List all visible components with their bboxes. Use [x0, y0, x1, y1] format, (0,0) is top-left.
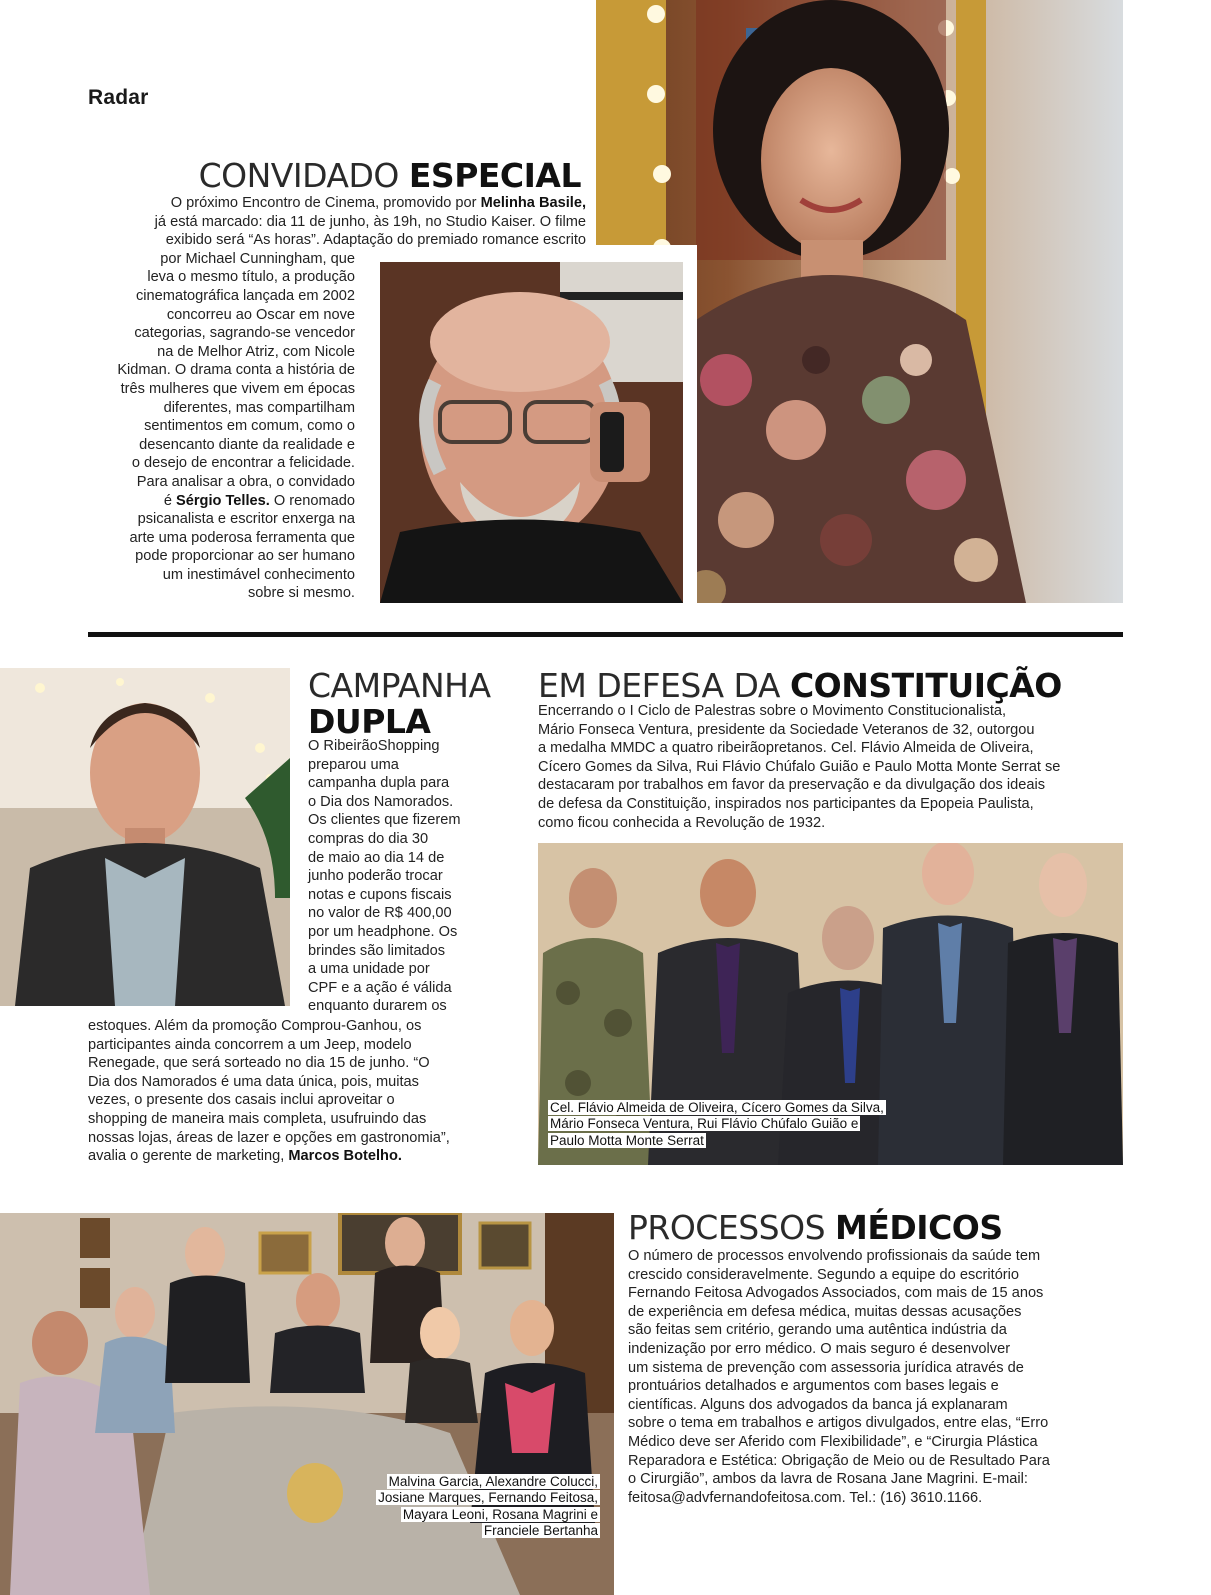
text-run: por um headphone. Os	[308, 923, 458, 940]
text-run: pode proporcionar ao ser humano	[135, 548, 355, 565]
text-run: exibido será “As horas”. Adaptação do premiado romance escrito	[165, 232, 586, 249]
text-run: campanha dupla para	[308, 775, 450, 792]
headline-light: PROCESSOS	[628, 1208, 836, 1247]
section-label: Radar	[88, 86, 149, 109]
caption-line	[548, 1116, 968, 1132]
text-line	[538, 739, 1123, 758]
article-campanha-text-narrow	[308, 737, 508, 1016]
text-line	[308, 886, 508, 905]
text-line	[628, 1359, 1123, 1378]
text-line	[628, 1433, 1123, 1452]
text-line	[308, 849, 508, 868]
text-run: a medalha MMDC a quatro ribeirãopretanos. Cel. Flávio Almeida de Oliveira,	[538, 740, 1034, 757]
text-line	[88, 510, 355, 529]
text-run: arte uma poderosa ferramenta que	[129, 529, 355, 546]
text-line	[308, 979, 508, 998]
caption-text: Cel. Flávio Almeida de Oliveira, Cícero Gomes da Silva,	[550, 1100, 884, 1115]
text-line	[628, 1377, 1123, 1396]
caption-line	[338, 1507, 600, 1523]
headline-light: CONVIDADO	[198, 156, 409, 195]
text-run: um inestimável conhecimento	[162, 566, 355, 583]
text-run: como ficou conhecida a Revolução de 1932.	[538, 814, 826, 831]
article-processos-text	[628, 1247, 1123, 1507]
text-run: no valor de R$ 400,00	[308, 905, 452, 922]
caption-line	[548, 1133, 968, 1149]
text-run: um sistema de prevenção com assessoria jurídica através de	[628, 1359, 1024, 1376]
text-line	[88, 399, 355, 418]
caption-text: Malvina Garcia, Alexandre Colucci,	[388, 1474, 598, 1489]
text-bold: Sérgio Telles.	[176, 492, 270, 509]
text-run: o Cirurgião”, ambos da lavra de Rosana Jane Magrini. E-mail:	[628, 1471, 1028, 1488]
text-line	[308, 960, 508, 979]
text-line	[88, 343, 355, 362]
text-run: diferentes, mas compartilham	[163, 399, 355, 416]
headline-bold: ESPECIAL	[408, 156, 581, 195]
text-run: de defesa da Constituição, inspirados nos participantes da Epopeia Paulista,	[538, 795, 1034, 812]
text-line	[88, 454, 355, 473]
text-run: científicas. Alguns dos advogados da banca já explanaram	[628, 1396, 1008, 1413]
text-bold: Melinha Basile,	[480, 195, 586, 211]
text-line	[88, 361, 355, 380]
text-line	[88, 1129, 508, 1148]
text-line	[88, 194, 586, 213]
caption-line	[338, 1490, 600, 1506]
text-run: Renegade, que será sorteado no dia 15 de junho. “O	[88, 1055, 430, 1072]
headline-bold: MÉDICOS	[835, 1208, 1003, 1247]
text-run: já está marcado: dia 11 de junho, às 19h, no Studio Kaiser. O filme	[154, 213, 586, 230]
text-run: enquanto durarem os	[308, 998, 447, 1015]
text-line	[628, 1414, 1123, 1433]
text-line	[628, 1321, 1123, 1340]
text-line	[88, 529, 355, 548]
text-line	[308, 811, 508, 830]
text-line	[88, 268, 355, 287]
headline-bold: DUPLA	[308, 702, 431, 741]
text-run: prontuários detalhados e argumentos com bases legais e	[628, 1378, 999, 1395]
text-line	[88, 1036, 508, 1055]
text-run: O próximo Encontro de Cinema, promovido por	[170, 195, 481, 211]
text-line	[628, 1247, 1123, 1266]
text-run: shopping de maneira mais completa, usufruindo das	[88, 1110, 427, 1127]
headline-light: EM DEFESA DA	[538, 666, 790, 705]
text-run: Fernando Feitosa Advogados Associados, com mais de 15 anos	[628, 1285, 1044, 1302]
headline-processos-medicos	[628, 1210, 1003, 1246]
section-divider	[88, 632, 1123, 637]
text-line	[88, 584, 355, 603]
text-run: notas e cupons fiscais	[308, 886, 452, 903]
text-run: por Michael Cunningham, que	[160, 250, 355, 267]
text-line	[88, 380, 355, 399]
text-run: CPF e a ação é válida	[308, 979, 452, 996]
text-line	[308, 774, 508, 793]
text-line	[538, 814, 1123, 833]
text-line	[538, 721, 1123, 740]
text-run: de maio ao dia 14 de	[308, 849, 445, 866]
caption-text: Paulo Motta Monte Serrat	[550, 1132, 704, 1148]
text-run: junho poderão trocar	[308, 868, 443, 885]
text-line	[88, 566, 355, 585]
text-line	[88, 250, 355, 269]
text-run: leva o mesmo título, a produção	[147, 269, 355, 286]
text-run: sobre o tema em trabalhos e artigos divulgados, entre elas, “Erro	[628, 1415, 1049, 1432]
text-run: participantes ainda concorrem a um Jeep, modelo	[88, 1036, 412, 1053]
text-line	[88, 324, 355, 343]
text-line	[538, 795, 1123, 814]
text-line	[88, 231, 586, 250]
text-line	[308, 997, 508, 1016]
text-bold: Marcos Botelho.	[288, 1148, 402, 1165]
text-line	[88, 417, 355, 436]
text-run: O número de processos envolvendo profissionais da saúde tem	[628, 1248, 1041, 1264]
text-run: são feitas sem critério, gerando uma autêntica indústria da	[628, 1322, 1007, 1339]
text-line	[88, 213, 586, 232]
text-run: avalia o gerente de marketing,	[88, 1148, 289, 1165]
text-line	[88, 547, 355, 566]
article-constituicao-text	[538, 702, 1123, 832]
text-run: feitosa@advfernandofeitosa.com. Tel.: (16) 3610.1166.	[628, 1489, 983, 1506]
text-run: vezes, o presente dos casais inclui aproveitar o	[88, 1092, 395, 1109]
text-run: sobre si mesmo.	[247, 585, 355, 602]
text-line	[308, 830, 508, 849]
text-run: o desejo de encontrar a felicidade.	[131, 455, 355, 472]
text-run: Para analisar a obra, o convidado	[136, 473, 355, 490]
text-line	[308, 793, 508, 812]
text-run: crescido consideravelmente. Segundo a equipe do escritório	[628, 1266, 1020, 1283]
caption-text: Josiane Marques, Fernando Feitosa,	[378, 1490, 598, 1506]
caption-text: Mayara Leoni, Rosana Magrini e	[402, 1506, 598, 1522]
text-line	[88, 492, 355, 511]
text-line	[628, 1396, 1123, 1415]
text-run: sentimentos em comum, como o	[144, 418, 355, 435]
text-run: O renomado	[269, 492, 355, 509]
text-run: categorias, sagrando-se vencedor	[134, 325, 355, 342]
headline-light: CAMPANHA	[308, 666, 491, 705]
text-run: psicanalista e escritor enxerga na	[137, 511, 355, 528]
headline-bold: CONSTITUIÇÃO	[789, 666, 1062, 705]
text-line	[538, 776, 1123, 795]
headline-campanha-dupla	[308, 668, 491, 740]
text-line	[88, 1054, 508, 1073]
text-line	[628, 1452, 1123, 1471]
text-run: destacaram por trabalhos em favor da preservação e da divulgação dos ideais	[538, 777, 1046, 794]
text-line	[538, 758, 1123, 777]
text-run: concorreu ao Oscar em nove	[166, 306, 355, 323]
caption-line	[548, 1100, 968, 1116]
text-run: Mário Fonseca Ventura, presidente da Sociedade Veteranos de 32, outorgou	[538, 721, 1035, 738]
text-line	[88, 306, 355, 325]
text-line	[88, 1147, 508, 1166]
text-run: Cícero Gomes da Silva, Rui Flávio Chúfalo Guião e Paulo Motta Monte Serrat se	[538, 758, 1061, 775]
headline-convidado-especial	[199, 158, 581, 194]
text-run: preparou uma	[308, 756, 399, 773]
text-run: é	[163, 492, 176, 509]
text-line	[308, 904, 508, 923]
text-line	[628, 1470, 1123, 1489]
article-convidado-text	[88, 194, 586, 603]
text-line	[308, 942, 508, 961]
text-run: cinematográfica lançada em 2002	[135, 287, 355, 304]
caption-text: Mário Fonseca Ventura, Rui Flávio Chúfalo Guião e	[550, 1116, 859, 1132]
text-run: Encerrando o I Ciclo de Palestras sobre o Movimento Constitucionalista,	[538, 703, 1007, 719]
caption-line	[338, 1474, 600, 1490]
caption-processos	[338, 1474, 600, 1540]
headline-constituicao	[538, 668, 1062, 704]
text-line	[88, 1091, 508, 1110]
text-line	[628, 1303, 1123, 1322]
caption-line	[338, 1523, 600, 1539]
text-line	[88, 436, 355, 455]
text-run: Reparadora e Estética: Obrigação de Meio ou de Resultado Para	[628, 1452, 1050, 1469]
text-run: O RibeirãoShopping	[308, 738, 440, 754]
text-line	[308, 737, 508, 756]
text-run: três mulheres que vivem em épocas	[120, 380, 355, 397]
photo-marcos-botelho	[0, 668, 290, 1006]
text-line	[88, 473, 355, 492]
text-line	[538, 702, 1123, 721]
text-line	[628, 1340, 1123, 1359]
text-run: brindes são limitados	[308, 942, 446, 959]
text-line	[308, 923, 508, 942]
text-run: estoques. Além da promoção Comprou-Ganhou, os	[88, 1018, 422, 1034]
text-run: Os clientes que fizerem	[308, 812, 461, 829]
text-run: Médico deve ser Aferido com Flexibilidade”, e “Cirurgia Plástica	[628, 1433, 1038, 1450]
caption-constituicao	[548, 1100, 968, 1149]
text-line	[628, 1284, 1123, 1303]
text-line	[88, 1073, 508, 1092]
article-campanha-text-wide	[88, 1017, 508, 1166]
text-run: indenização por erro médico. O mais seguro é desenvolver	[628, 1340, 1011, 1357]
caption-text: Franciele Bertanha	[483, 1523, 598, 1539]
text-line	[628, 1266, 1123, 1285]
text-run: compras do dia 30	[308, 830, 429, 847]
text-line	[88, 1110, 508, 1129]
text-line	[88, 1017, 508, 1036]
text-line	[628, 1489, 1123, 1508]
text-run: Dia dos Namorados é uma data única, pois, muitas	[88, 1073, 419, 1090]
text-run: o Dia dos Namorados.	[308, 793, 454, 810]
text-run: a uma unidade por	[308, 961, 430, 978]
text-run: desencanto diante da realidade e	[139, 436, 355, 453]
text-run: de experiência em defesa médica, muitas dessas acusações	[628, 1303, 1022, 1320]
text-run: nossas lojas, áreas de lazer e opções em gastronomia”,	[88, 1129, 450, 1146]
text-line	[308, 867, 508, 886]
text-line	[88, 287, 355, 306]
text-run: Kidman. O drama conta a história de	[117, 362, 355, 379]
text-line	[308, 756, 508, 775]
text-run: na de Melhor Atriz, com Nicole	[157, 343, 355, 360]
